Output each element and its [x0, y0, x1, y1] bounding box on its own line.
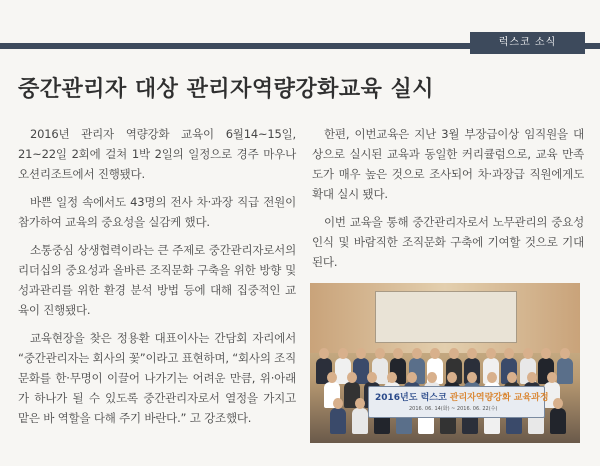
photo-person-head	[327, 372, 337, 383]
photo-person-body	[557, 358, 573, 384]
photo-person-head	[319, 348, 329, 359]
paragraph: 이번 교육을 통해 중간관리자로서 노무관리의 중요성 인식 및 바람직한 조직문화 구축에 기여할 것으로 기대된다.	[312, 215, 584, 269]
photo-person-head	[338, 348, 348, 359]
photo-person-head	[412, 348, 422, 359]
photo-person-head	[467, 372, 477, 383]
photo-person-head	[449, 348, 459, 359]
photo-person-body	[330, 408, 346, 434]
banner-accent: 관리자역량강화 교육과정	[449, 393, 549, 403]
paragraph: 2016년 관리자 역량강화 교육이 6월14~15일, 21~22일 2회에 걸쳐 1박 2일의 일정으로 경주 마우나오션리조트에서 진행됐다.	[18, 127, 296, 181]
photo-screen	[375, 291, 517, 343]
photo-person-head	[393, 348, 403, 359]
photo-person-head	[355, 398, 365, 409]
paragraph: 교육현장을 찾은 정용환 대표이사는 간담회 자리에서 “중간관리자는 회사의 꽃”이라고 표현하며, “회사의 조직문화를 한·무명이 이끌어 나가기는 어려운 만큼, 위·아래가 하나가 될 수 있도록 중간관리자로서 열정을 가지고 맡은 바 역할을 다해 주기 바란다.” 고 강조했다.	[18, 331, 297, 425]
right-column	[312, 124, 584, 280]
photo-person-head	[387, 372, 397, 383]
left-column	[18, 124, 296, 436]
photo-person-head	[553, 398, 563, 409]
photo-person-head	[523, 348, 533, 359]
photo-person-head	[487, 372, 497, 383]
section-tag: 럭스코 소식	[470, 32, 585, 54]
photo-person-head	[375, 348, 385, 359]
photo-person-head	[504, 348, 514, 359]
photo-person-head	[427, 372, 437, 383]
photo-person-head	[486, 348, 496, 359]
photo-banner	[368, 386, 549, 418]
photo-person-head	[560, 348, 570, 359]
photo-person-head	[347, 372, 357, 383]
photo-person-body	[550, 408, 566, 434]
paragraph: 한편, 이번교육은 지난 3월 부장급이상 임직원을 대상으로 실시된 교육과 동일한 커리큘럼으로, 교육 만족도가 매우 높은 것으로 조사되어 차·과장급 직원에게도 확대 실시 됐다.	[312, 127, 584, 201]
article-headline: 중간관리자 대상 관리자역량강화교육 실시	[18, 77, 435, 102]
photo-person-head	[333, 398, 343, 409]
photo-person-head	[430, 348, 440, 359]
photo-person-head	[541, 348, 551, 359]
paragraph: 소통중심 상생협력이라는 큰 주제로 중간관리자로서의 리더십의 중요성과 올바른 조직문화 구축을 위한 방향 및 성과관리를 위한 환경 분석 방법 등에 대해 집중적인 교육이 진행됐다.	[18, 243, 296, 317]
photo-person-head	[367, 372, 377, 383]
photo-person-head	[507, 372, 517, 383]
banner-prefix: 2016년도 럭스코	[375, 393, 450, 403]
photo-person-head	[407, 372, 417, 383]
photo-person-body	[352, 408, 368, 434]
banner-date: 2016. 06. 14(화) ~ 2016. 06. 22(수)	[409, 406, 498, 412]
banner-title	[375, 390, 549, 403]
photo-person-head	[356, 348, 366, 359]
group-photo	[310, 283, 580, 443]
photo-person-head	[547, 372, 557, 383]
photo-person-head	[527, 372, 537, 383]
photo-person-head	[467, 348, 477, 359]
photo-person-head	[447, 372, 457, 383]
paragraph: 바쁜 일정 속에서도 43명의 전사 차·과장 직급 전원이 참가하여 교육의 중요성을 실감케 했다.	[18, 195, 296, 229]
